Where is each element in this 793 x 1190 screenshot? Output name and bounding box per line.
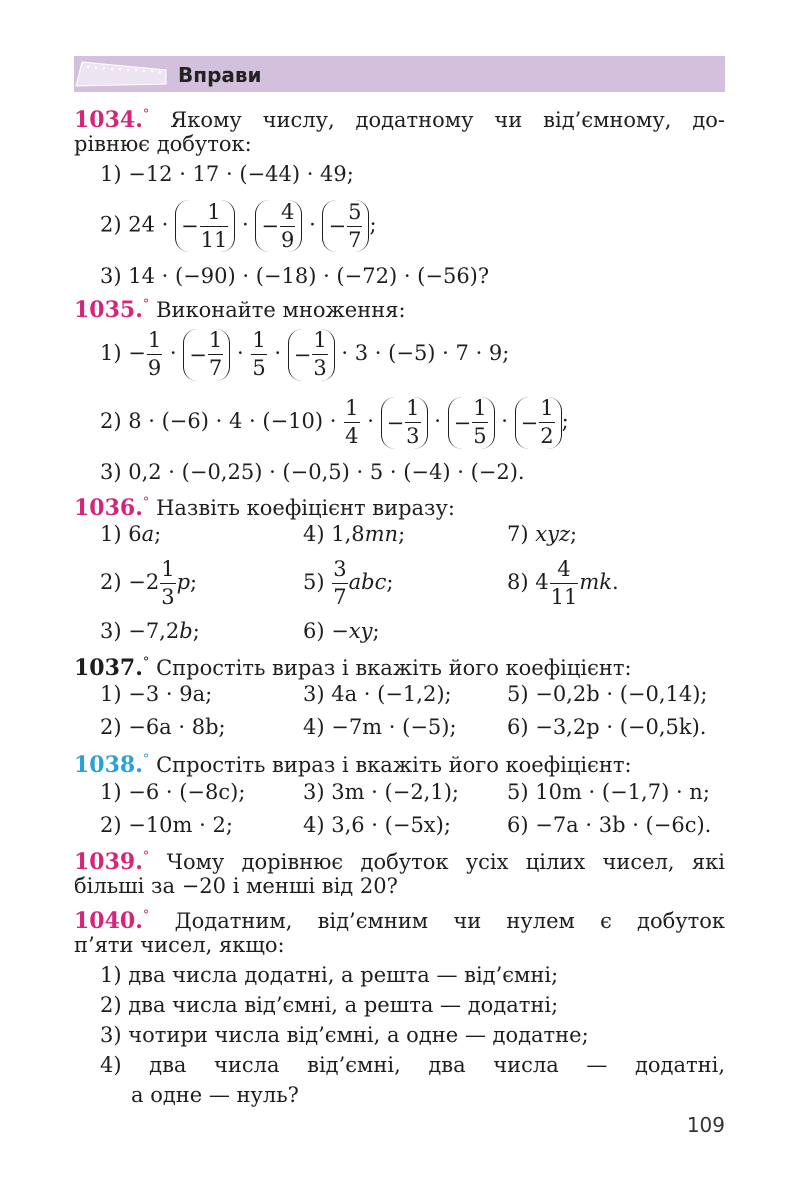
parenthesized-fraction bbox=[255, 200, 302, 252]
exercise-1040-line2: п’яти чисел, якщо: bbox=[74, 933, 285, 957]
denominator: 3 bbox=[161, 585, 175, 609]
numerator: 1 bbox=[200, 202, 229, 227]
punct: ; bbox=[372, 619, 380, 643]
fraction bbox=[347, 199, 362, 252]
exercise-number: 1037. bbox=[74, 655, 143, 681]
exercise-1038-item2: 2) −10m · 2; bbox=[100, 813, 233, 837]
denominator: 3 bbox=[406, 424, 420, 448]
parenthesized-fraction bbox=[448, 397, 495, 449]
dot: · bbox=[274, 341, 282, 365]
parenthesized-fraction bbox=[322, 200, 369, 252]
fraction bbox=[550, 559, 579, 608]
exercise-number: 1038. bbox=[74, 752, 143, 778]
dot: · bbox=[242, 212, 249, 237]
term: 6) − bbox=[303, 619, 349, 643]
exercise-1036-item6 bbox=[303, 617, 380, 645]
denominator: 7 bbox=[208, 356, 223, 380]
term: 7) bbox=[507, 522, 536, 546]
denominator: 7 bbox=[348, 227, 362, 252]
exercise-1036-item5 bbox=[303, 556, 393, 608]
denominator: 11 bbox=[550, 585, 578, 609]
semicolon: ; bbox=[369, 212, 377, 237]
variable: xy bbox=[348, 619, 373, 643]
fraction bbox=[147, 330, 162, 379]
exercise-1038-item4: 4) 3,6 · (−5x); bbox=[303, 813, 451, 837]
exercise-1035-item2 bbox=[100, 395, 569, 449]
punct: . bbox=[611, 570, 619, 594]
punct: ; bbox=[398, 522, 406, 546]
exercise-1038-item3: 3) 3m · (−2,1); bbox=[303, 780, 459, 804]
dot: · bbox=[236, 341, 244, 365]
denominator: 9 bbox=[281, 227, 295, 252]
numerator: 4 bbox=[280, 202, 295, 227]
numerator: 1 bbox=[208, 330, 223, 355]
exercise-1037-item5: 5) −0,2b · (−0,14); bbox=[507, 682, 708, 706]
exercise-1037-line1 bbox=[74, 649, 632, 682]
exercise-1037-item4: 4) −7m · (−5); bbox=[303, 715, 457, 739]
variable: mn bbox=[364, 522, 399, 546]
sign: − bbox=[261, 214, 280, 238]
ruler-decoration-icon bbox=[74, 56, 174, 92]
page-number: 109 bbox=[686, 1113, 725, 1137]
exercise-number: 1035. bbox=[74, 297, 143, 323]
exercise-1037-item1: 1) −3 · 9a; bbox=[100, 682, 213, 706]
fraction bbox=[208, 330, 223, 379]
exercise-1036-item4 bbox=[303, 520, 405, 548]
term: 3) −7,2 bbox=[100, 619, 180, 643]
exercise-1040-item4-cont: а одне — нуль? bbox=[131, 1083, 299, 1107]
denominator: 5 bbox=[473, 424, 487, 448]
variable: xyz bbox=[535, 522, 571, 546]
parenthesized-fraction bbox=[288, 329, 335, 381]
variable: p bbox=[176, 570, 191, 594]
exercise-text: Назвіть коефіцієнт виразу: bbox=[156, 496, 455, 520]
exercise-number: 1034. bbox=[74, 107, 143, 133]
fraction bbox=[539, 398, 554, 447]
exercise-1040-item3: 3) чотири числа від’ємні, а одне — додатне; bbox=[100, 1023, 589, 1047]
difficulty-mark: ° bbox=[142, 655, 150, 670]
numerator: 1 bbox=[251, 330, 266, 355]
fraction bbox=[200, 199, 229, 252]
exercise-1039-line2: більші за −20 і менші від 20? bbox=[74, 874, 398, 898]
numerator: 1 bbox=[147, 330, 162, 355]
sign: − bbox=[520, 410, 539, 435]
exercise-text: Спростіть вираз і вкажіть його коефіцієнт: bbox=[156, 753, 632, 777]
numerator: 1 bbox=[344, 398, 359, 423]
exercise-1034-line2: рівнює добуток: bbox=[74, 132, 252, 156]
dot: · bbox=[169, 341, 177, 365]
section-banner bbox=[74, 56, 725, 92]
exercise-1036-item1 bbox=[100, 520, 161, 548]
exercise-number: 1040. bbox=[74, 908, 143, 934]
punct: ; bbox=[386, 570, 394, 594]
exercise-1035-item1 bbox=[100, 327, 509, 381]
exercise-1037-item2: 2) −6a · 8b; bbox=[100, 715, 226, 739]
exercise-text: Виконайте множення: bbox=[156, 298, 406, 322]
difficulty-mark: ° bbox=[142, 849, 150, 864]
denominator: 4 bbox=[345, 424, 359, 448]
section-title: Вправи bbox=[178, 63, 262, 87]
variable: abc bbox=[348, 570, 387, 594]
sign: − bbox=[189, 342, 207, 367]
term: 5) bbox=[303, 570, 325, 594]
denominator: 7 bbox=[333, 585, 347, 609]
exercise-1035-line1 bbox=[74, 291, 406, 324]
exercise-1038-item5: 5) 10m · (−1,7) · n; bbox=[507, 780, 710, 804]
exercise-text: Спростіть вираз і вкажіть його коефіцієнт: bbox=[156, 656, 632, 680]
semicolon: ; bbox=[561, 409, 569, 433]
variable: a bbox=[141, 522, 155, 546]
punct: ; bbox=[154, 522, 162, 546]
difficulty-mark: ° bbox=[142, 107, 150, 122]
item-tail: · 3 · (−5) · 7 · 9; bbox=[341, 341, 510, 365]
difficulty-mark: ° bbox=[142, 297, 150, 312]
punct: ; bbox=[192, 619, 200, 643]
dot: · bbox=[309, 212, 316, 237]
parenthesized-fraction bbox=[381, 397, 428, 449]
item-lead: 1) − bbox=[100, 341, 146, 365]
term: 4) 1,8 bbox=[303, 522, 365, 546]
exercise-1036-item2 bbox=[100, 556, 197, 608]
parenthesized-fraction bbox=[183, 329, 230, 381]
denominator: 2 bbox=[540, 424, 554, 448]
sign: − bbox=[453, 410, 472, 435]
variable: mk bbox=[579, 570, 612, 594]
item-lead: 2) 8 · (−6) · 4 · (−10) · bbox=[100, 409, 337, 433]
exercise-1038-item6: 6) −7a · 3b · (−6c). bbox=[507, 813, 712, 837]
dot: · bbox=[501, 409, 508, 433]
sign: − bbox=[181, 214, 199, 238]
exercise-1040-item2: 2) два числа від’ємні, а решта — додатні; bbox=[100, 993, 559, 1017]
exercise-1036-item7 bbox=[507, 520, 577, 548]
fraction bbox=[251, 330, 266, 379]
exercise-1036-item8 bbox=[507, 556, 619, 608]
numerator: 1 bbox=[539, 398, 554, 423]
term: 1) 6 bbox=[100, 522, 142, 546]
fraction bbox=[472, 398, 487, 447]
denominator: 3 bbox=[313, 356, 327, 380]
fraction bbox=[160, 559, 175, 608]
fraction bbox=[280, 199, 295, 252]
term: 8) 4 bbox=[507, 570, 549, 594]
numerator: 4 bbox=[550, 559, 579, 584]
fraction bbox=[332, 559, 347, 608]
variable: b bbox=[179, 619, 193, 643]
exercise-1034-item3: 3) 14 · (−90) · (−18) · (−72) · (−56)? bbox=[100, 264, 490, 288]
exercise-1040-item4: 4) два числа від’ємні, два числа — додатні, bbox=[100, 1053, 725, 1077]
exercise-number: 1039. bbox=[74, 849, 143, 875]
parenthesized-fraction bbox=[175, 200, 235, 252]
numerator: 1 bbox=[472, 398, 487, 423]
fraction bbox=[312, 330, 327, 379]
sign: − bbox=[293, 342, 312, 367]
term: 2) −2 bbox=[100, 570, 160, 594]
exercise-1040-item1: 1) два числа додатні, а решта — від’ємні; bbox=[100, 963, 559, 987]
numerator: 3 bbox=[332, 559, 347, 584]
exercise-1038-line1 bbox=[74, 746, 632, 779]
exercise-1034-item1: 1) −12 · 17 · (−44) · 49; bbox=[100, 162, 354, 186]
denominator: 9 bbox=[147, 356, 162, 380]
denominator: 11 bbox=[200, 227, 228, 252]
difficulty-mark: ° bbox=[142, 908, 150, 923]
punct: ; bbox=[190, 570, 198, 594]
numerator: 1 bbox=[405, 398, 420, 423]
denominator: 5 bbox=[252, 356, 266, 380]
item-lead: 2) 24 · bbox=[100, 212, 169, 237]
exercise-1035-item3: 3) 0,2 · (−0,25) · (−0,5) · 5 · (−4) · (−2). bbox=[100, 460, 525, 484]
parenthesized-fraction bbox=[515, 397, 562, 449]
exercise-number: 1036. bbox=[74, 495, 143, 521]
punct: ; bbox=[570, 522, 578, 546]
dot: · bbox=[434, 409, 441, 433]
fraction bbox=[405, 398, 420, 447]
exercise-text: Якому числу, додатному чи від’ємному, до- bbox=[170, 108, 725, 132]
dot: · bbox=[367, 409, 374, 433]
exercise-1038-item1: 1) −6 · (−8c); bbox=[100, 780, 246, 804]
exercise-text: Чому дорівнює добуток усіх цілих чисел, які bbox=[166, 850, 725, 874]
exercise-1036-line1 bbox=[74, 489, 455, 522]
difficulty-mark: ° bbox=[142, 495, 150, 510]
exercise-text: Додатним, від’ємним чи нулем є добуток bbox=[174, 909, 725, 933]
fraction bbox=[344, 398, 359, 447]
exercise-1037-item6: 6) −3,2p · (−0,5k). bbox=[507, 715, 707, 739]
sign: − bbox=[386, 410, 405, 435]
exercise-1034-item2 bbox=[100, 200, 377, 252]
exercise-1037-item3: 3) 4a · (−1,2); bbox=[303, 682, 452, 706]
difficulty-mark: ° bbox=[142, 752, 150, 767]
numerator: 1 bbox=[160, 559, 175, 584]
sign: − bbox=[328, 214, 347, 238]
numerator: 1 bbox=[312, 330, 327, 355]
exercise-1036-item3 bbox=[100, 617, 200, 645]
numerator: 5 bbox=[347, 202, 362, 227]
